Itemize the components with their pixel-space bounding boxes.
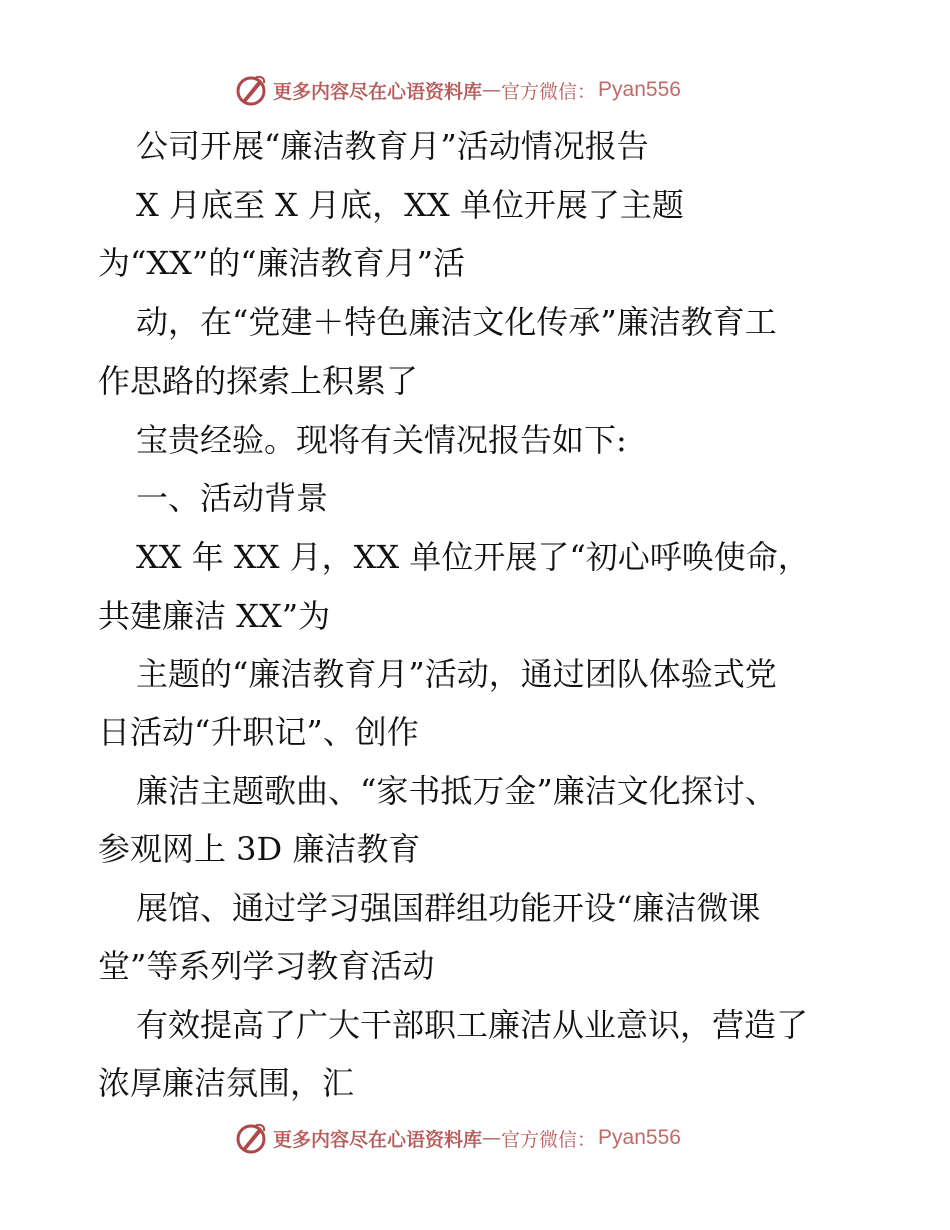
text-line: 作思路的探索上积累了 (98, 362, 419, 400)
text-line: 动，在“党建＋特色廉洁文化传承”廉洁教育工 (136, 303, 777, 341)
text-line: 有效提高了广大干部职工廉洁从业意识，营造了 (136, 1006, 809, 1044)
banner-wechat-label: 官方微信： (501, 80, 597, 103)
report-title: 公司开展“廉洁教育月”活动情况报告 (136, 127, 649, 165)
banner-title: 更多内容尽在心语资料库 (273, 1128, 483, 1151)
text-line: 共建廉洁 XX”为 (98, 597, 331, 635)
text-line: 浓厚廉洁氛围，汇 (98, 1064, 355, 1102)
text-line: 展馆、通过学习强国群组功能开设“廉洁微课 (136, 889, 761, 927)
banner-separator: — (482, 79, 502, 101)
quill-seal-icon (233, 1120, 269, 1156)
banner-wechat-id: Pyan556 (598, 1126, 681, 1149)
quill-seal-icon (233, 72, 269, 108)
text-line: 参观网上 3D 廉洁教育 (98, 830, 421, 868)
banner-title: 更多内容尽在心语资料库 (273, 80, 483, 103)
banner-wechat-label: 官方微信： (501, 1128, 597, 1151)
text-line: XX 年 XX 月，XX 单位开展了“初心呼唤使命， (136, 538, 810, 576)
text-line: 廉洁主题歌曲、“家书抵万金”廉洁文化探讨、 (136, 772, 777, 810)
section-heading: 一、活动背景 (136, 479, 329, 517)
banner-separator: — (482, 1127, 502, 1149)
text-line: X 月底至 X 月底，XX 单位开展了主题 (136, 186, 684, 224)
footer-banner (233, 1118, 681, 1158)
text-line: 主题的“廉洁教育月”活动，通过团队体验式党 (136, 655, 777, 693)
text-line: 堂”等系列学习教育活动 (98, 947, 435, 985)
text-line: 为“XX”的“廉洁教育月”活 (98, 244, 466, 282)
banner-wechat-id: Pyan556 (598, 78, 681, 101)
text-line: 日活动“升职记”、创作 (98, 713, 419, 751)
text-line: 宝贵经验。现将有关情况报告如下: (136, 421, 627, 459)
header-banner (233, 70, 681, 110)
